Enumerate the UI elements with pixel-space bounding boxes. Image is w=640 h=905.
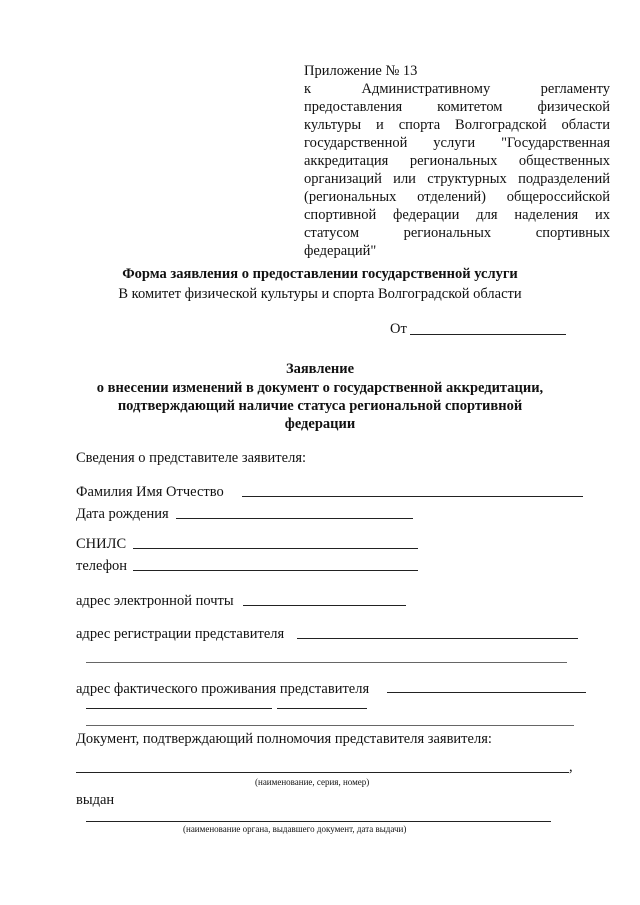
actual-address-field-continued[interactable] bbox=[86, 725, 574, 726]
phone-field[interactable] bbox=[133, 570, 418, 571]
appendix-line: культуры и спорта Волгоградской области bbox=[304, 117, 610, 133]
appendix-line: аккредитация региональных общественных bbox=[304, 153, 610, 169]
form-title: Форма заявления о предоставлении государственной услуги bbox=[122, 266, 518, 282]
addressee: В комитет физической культуры и спорта Волгоградской области bbox=[118, 286, 522, 302]
issued-label: выдан bbox=[76, 792, 115, 808]
authority-doc-caption: (наименование, серия, номер) bbox=[255, 777, 370, 787]
birth-date-field[interactable] bbox=[176, 518, 413, 519]
appendix-block bbox=[304, 62, 610, 260]
appendix-line: федераций" bbox=[304, 243, 377, 259]
statement-subtitle: федерации bbox=[284, 416, 356, 432]
email-field[interactable] bbox=[243, 605, 406, 606]
phone-label: телефон bbox=[76, 558, 128, 574]
statement-title: Заявление bbox=[285, 361, 355, 377]
issued-field[interactable] bbox=[86, 821, 551, 822]
fio-field[interactable] bbox=[242, 496, 583, 497]
actual-address-field-continued[interactable] bbox=[277, 708, 367, 709]
section-label: Сведения о представителе заявителя: bbox=[76, 450, 307, 466]
reg-address-label: адрес регистрации представителя bbox=[76, 626, 285, 642]
appendix-line: государственной услуги "Государственная bbox=[304, 135, 610, 151]
appendix-line: к Административному регламенту bbox=[304, 81, 610, 97]
appendix-line: статусом региональных спортивных bbox=[304, 225, 610, 241]
statement-subtitle: подтверждающий наличие статуса региональной спортивной bbox=[117, 398, 523, 414]
authority-doc-label: Документ, подтверждающий полномочия представителя заявителя: bbox=[76, 731, 492, 747]
statement-subtitle: о внесении изменений в документ о государственной аккредитации, bbox=[96, 380, 544, 396]
appendix-line: предоставления комитетом физической bbox=[304, 99, 610, 115]
actual-address-label: адрес фактического проживания представителя bbox=[76, 681, 370, 697]
fio-label: Фамилия Имя Отчество bbox=[76, 484, 224, 500]
actual-address-field[interactable] bbox=[387, 692, 586, 693]
reg-address-field-continued[interactable] bbox=[86, 662, 567, 663]
snils-label: СНИЛС bbox=[76, 536, 127, 552]
appendix-title: Приложение № 13 bbox=[304, 63, 418, 79]
email-label: адрес электронной почты bbox=[76, 593, 234, 609]
from-label: От bbox=[390, 321, 407, 337]
authority-doc-field[interactable] bbox=[76, 772, 569, 773]
issued-caption: (наименование органа, выдавшего документ, дата выдачи) bbox=[183, 824, 407, 834]
birth-date-label: Дата рождения bbox=[76, 506, 169, 522]
appendix-line: спортивной федерации для наделения их bbox=[304, 207, 610, 223]
appendix-line: (региональных отделений) общероссийской bbox=[304, 189, 610, 205]
actual-address-field-continued[interactable] bbox=[86, 708, 272, 709]
snils-field[interactable] bbox=[133, 548, 418, 549]
reg-address-field[interactable] bbox=[297, 638, 578, 639]
from-field[interactable] bbox=[410, 334, 566, 335]
authority-doc-comma: , bbox=[569, 759, 573, 775]
appendix-line: организаций или структурных подразделений bbox=[304, 171, 610, 187]
